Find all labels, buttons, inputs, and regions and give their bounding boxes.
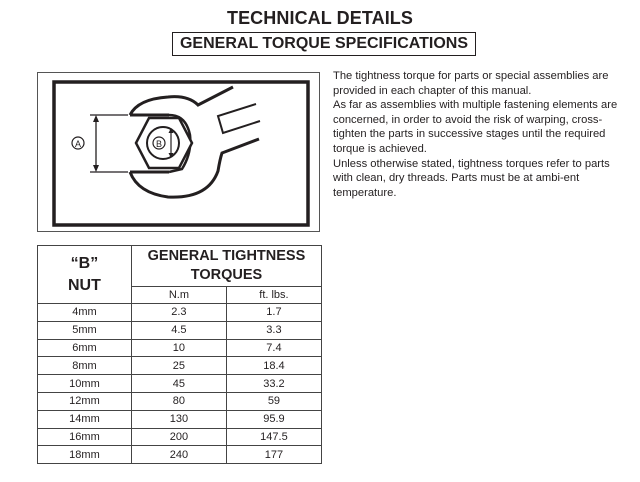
section-title: GENERAL TORQUE SPECIFICATIONS	[172, 32, 476, 56]
nut-header-b: “B”	[70, 254, 99, 272]
torque-group-header	[131, 246, 321, 287]
torque-nm: 45	[131, 375, 226, 393]
nut-size: 8mm	[38, 357, 132, 375]
nut-size: 14mm	[38, 410, 132, 428]
nut-column-header	[38, 246, 132, 304]
torque-nm: 4.5	[131, 321, 226, 339]
table-row	[38, 321, 322, 339]
paragraph-1: The tightness torque for parts or special assemblies are provided in each chapter of this manual.	[333, 70, 609, 97]
nut-size: 6mm	[38, 339, 132, 357]
torque-ftlbs: 3.3	[226, 321, 321, 339]
unit-ftlbs-header: ft. lbs.	[226, 287, 321, 304]
group-header-line1: GENERAL TIGHTNESS	[147, 248, 306, 264]
paragraph-2: As far as assemblies with multiple fastening elements are concerned, in order to avoid the risk of warping, cross-tighten the parts in successive stages until the required torque is achieved.	[333, 99, 618, 155]
group-header-line2: TORQUES	[190, 267, 263, 283]
torque-ftlbs: 7.4	[226, 339, 321, 357]
label-b: B	[155, 139, 163, 149]
nut-size: 5mm	[38, 321, 132, 339]
torque-ftlbs: 59	[226, 392, 321, 410]
table-row	[38, 446, 322, 464]
torque-ftlbs: 1.7	[226, 304, 321, 322]
torque-table	[37, 245, 322, 464]
paragraph-3: Unless otherwise stated, tightness torques refer to parts with clean, dry threads. Parts must be at ambi-ent temperature.	[333, 157, 610, 199]
torque-nm: 80	[131, 392, 226, 410]
nut-size: 10mm	[38, 375, 132, 393]
wrench-nut-illustration	[38, 73, 321, 233]
torque-ftlbs: 95.9	[226, 410, 321, 428]
label-a: A	[74, 139, 82, 149]
torque-ftlbs: 18.4	[226, 357, 321, 375]
table-row	[38, 410, 322, 428]
torque-ftlbs: 33.2	[226, 375, 321, 393]
torque-nm: 240	[131, 446, 226, 464]
table-row	[38, 357, 322, 375]
wrench-diagram	[37, 72, 320, 232]
torque-nm: 130	[131, 410, 226, 428]
page-title: TECHNICAL DETAILS	[226, 8, 414, 28]
unit-nm-header: N.m	[131, 287, 226, 304]
torque-ftlbs: 147.5	[226, 428, 321, 446]
torque-nm: 25	[131, 357, 226, 375]
nut-size: 12mm	[38, 392, 132, 410]
torque-nm: 200	[131, 428, 226, 446]
table-row	[38, 375, 322, 393]
torque-ftlbs: 177	[226, 446, 321, 464]
nut-size: 16mm	[38, 428, 132, 446]
description-text	[333, 69, 623, 200]
torque-nm: 2.3	[131, 304, 226, 322]
table-row	[38, 392, 322, 410]
table-row	[38, 339, 322, 357]
nut-header-nut: NUT	[68, 276, 101, 294]
nut-size: 4mm	[38, 304, 132, 322]
table-row	[38, 428, 322, 446]
table-row	[38, 304, 322, 322]
nut-size: 18mm	[38, 446, 132, 464]
torque-nm: 10	[131, 339, 226, 357]
